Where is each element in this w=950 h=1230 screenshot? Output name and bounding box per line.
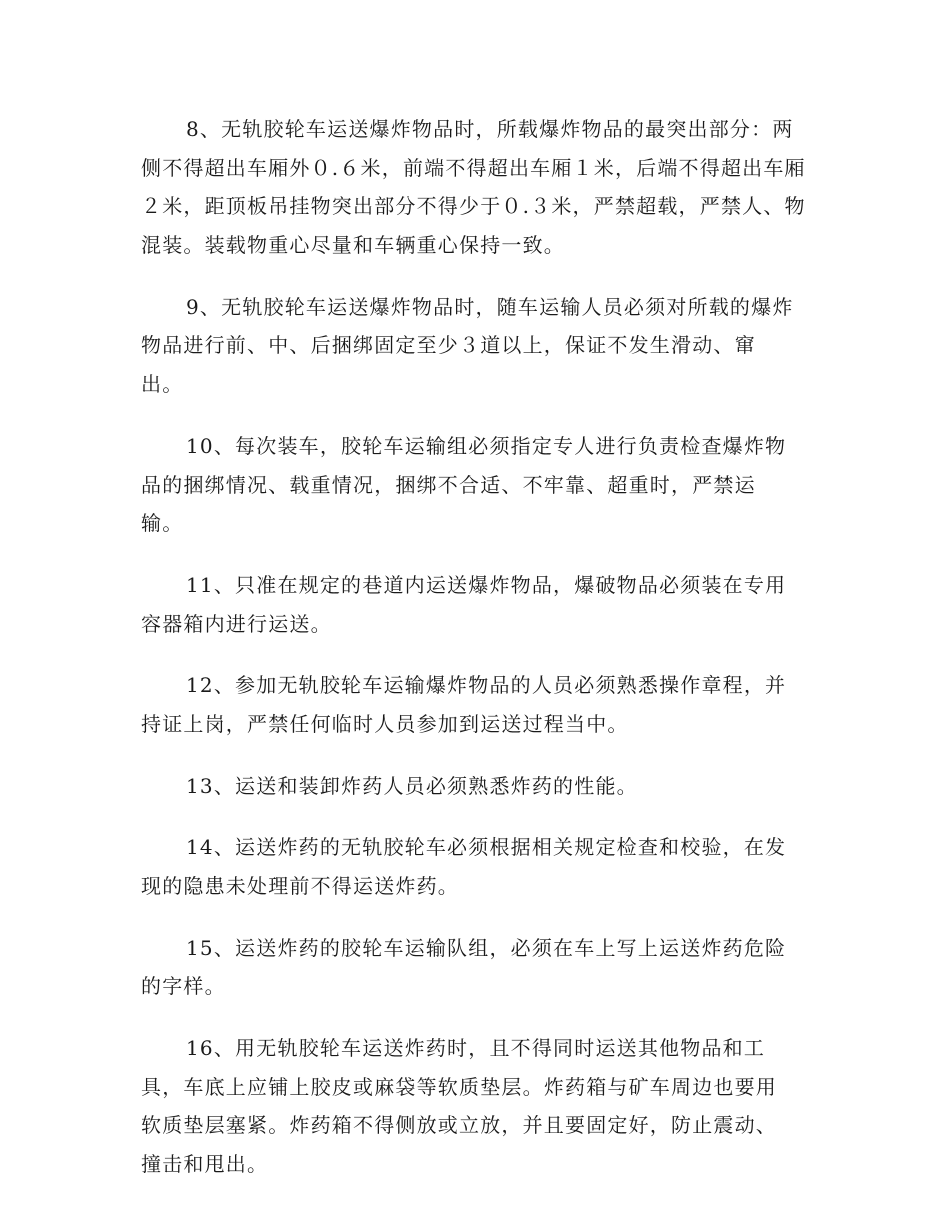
paragraph-line: 15、运送炸药的胶轮车运输队组，必须在车上写上运送炸药危险	[186, 935, 787, 960]
paragraph-line: 软质垫层塞紧。炸药箱不得侧放或立放，并且要固定好，防止震动、	[141, 1113, 777, 1138]
paragraph-line: 输。	[141, 511, 184, 536]
paragraph-line: 混装。装载物重心尽量和车辆重心保持一致。	[141, 233, 565, 258]
paragraph-line: 14、运送炸药的无轨胶轮车必须根据相关规定检查和校验，在发	[186, 835, 787, 860]
paragraph-item-14	[141, 828, 809, 905]
paragraph-line: 8、无轨胶轮车运送爆炸物品时，所载爆炸物品的最突出部分：两	[186, 117, 794, 141]
paragraph-line: 12、参加无轨胶轮车运输爆炸物品的人员必须熟悉操作章程，并	[186, 673, 787, 698]
paragraph-line: 出。	[141, 372, 184, 397]
paragraph-line: 9、无轨胶轮车运送爆炸物品时，随车运输人员必须对所载的爆炸	[186, 294, 794, 319]
paragraph-line: 10、每次装车，胶轮车运输组必须指定专人进行负责检查爆炸物	[186, 433, 787, 458]
paragraph-line: 具，车底上应铺上胶皮或麻袋等软质垫层。炸药箱与矿车周边也要用	[141, 1074, 777, 1099]
paragraph-line: 现的隐患未处理前不得运送炸药。	[141, 874, 459, 898]
paragraph-line: 13、运送和装卸炸药人员必须熟悉炸药的性能。	[186, 773, 638, 798]
paragraph-line: 物品进行前、中、后捆绑固定至少３道以上，保证不发生滑动、窜	[141, 333, 756, 358]
paragraph-item-8	[141, 110, 809, 265]
paragraph-line: 11、只准在规定的巷道内运送爆炸物品，爆破物品必须装在专用	[186, 572, 787, 597]
paragraph-item-11	[141, 566, 809, 643]
paragraph-line: 撞击和甩出。	[141, 1152, 269, 1177]
paragraph-line: 侧不得超出车厢外０.６米，前端不得超出车厢１米，后端不得超出车厢	[141, 155, 806, 180]
paragraph-item-16	[141, 1029, 809, 1184]
paragraph-item-13	[141, 767, 809, 806]
paragraph-line: 的字样。	[141, 974, 226, 999]
paragraph-line: 容器箱内进行运送。	[141, 611, 332, 636]
paragraph-line: 持证上岗，严禁任何临时人员参加到运送过程当中。	[141, 711, 629, 736]
document-body	[141, 110, 809, 1207]
paragraph-item-12	[141, 666, 809, 743]
paragraph-item-10	[141, 427, 809, 543]
paragraph-item-9	[141, 288, 809, 404]
paragraph-line: ２米，距顶板吊挂物突出部分不得少于０.３米，严禁超载，严禁人、物	[141, 194, 806, 219]
paragraph-line: 品的捆绑情况、载重情况，捆绑不合适、不牢靠、超重时，严禁运	[141, 472, 756, 497]
paragraph-line: 16、用无轨胶轮车运送炸药时，且不得同时运送其他物品和工	[186, 1036, 766, 1061]
paragraph-item-15	[141, 929, 809, 1006]
